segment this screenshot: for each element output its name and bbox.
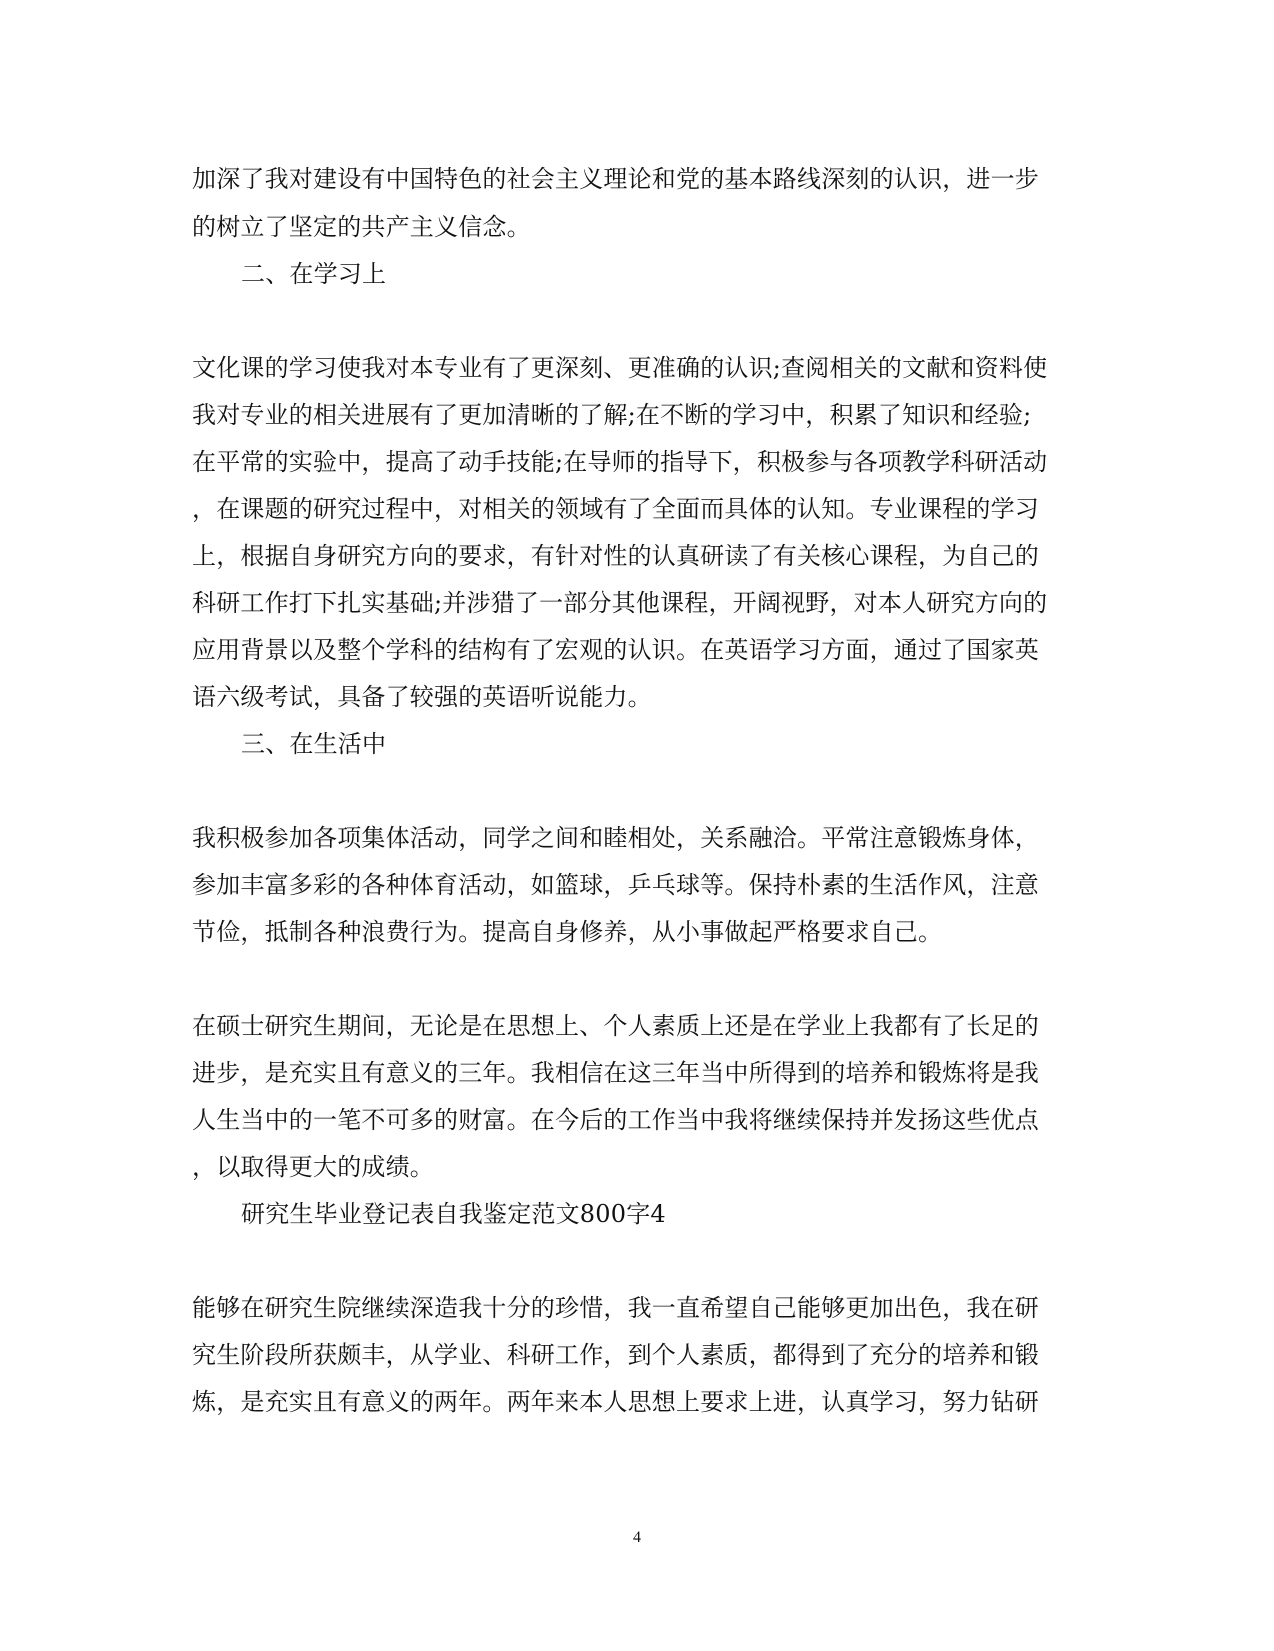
body-text-line: 节俭，抵制各种浪费行为。提高自身修养，从小事做起严格要求自己。 xyxy=(192,918,943,946)
body-text-line: 人生当中的一笔不可多的财富。在今后的工作当中我将继续保持并发扬这些优点 xyxy=(192,1106,1039,1134)
body-text-line: 炼，是充实且有意义的两年。两年来本人思想上要求上进，认真学习，努力钻研 xyxy=(192,1388,1039,1416)
body-text-line: ，以取得更大的成绩。 xyxy=(192,1153,434,1181)
body-text-line: 语六级考试，具备了较强的英语听说能力。 xyxy=(192,683,652,711)
body-text-line: 文化课的学习使我对本专业有了更深刻、更准确的认识;查阅相关的文献和资料使 xyxy=(192,354,1048,382)
body-text-line: ，在课题的研究过程中，对相关的领域有了全面而具体的认知。专业课程的学习 xyxy=(192,495,1039,523)
body-text-line: 应用背景以及整个学科的结构有了宏观的认识。在英语学习方面，通过了国家英 xyxy=(192,636,1039,664)
body-text-line: 加深了我对建设有中国特色的社会主义理论和党的基本路线深刻的认识，进一步 xyxy=(192,165,1039,193)
section-heading-study: 二、在学习上 xyxy=(241,260,387,288)
body-text-line: 科研工作打下扎实基础;并涉猎了一部分其他课程，开阔视野，对本人研究方向的 xyxy=(192,589,1048,617)
body-text-line: 的树立了坚定的共产主义信念。 xyxy=(192,213,531,241)
body-text-line: 参加丰富多彩的各种体育活动，如篮球，乒乓球等。保持朴素的生活作风，注意 xyxy=(192,871,1039,899)
article-title: 研究生毕业登记表自我鉴定范文800字4 xyxy=(241,1200,666,1228)
body-text-line: 能够在研究生院继续深造我十分的珍惜，我一直希望自己能够更加出色，我在研 xyxy=(192,1294,1039,1322)
body-text-line: 我对专业的相关进展有了更加清晰的了解;在不断的学习中，积累了知识和经验; xyxy=(192,401,1032,429)
body-text-line: 我积极参加各项集体活动，同学之间和睦相处，关系融洽。平常注意锻炼身体， xyxy=(192,824,1039,852)
body-text-line: 究生阶段所获颇丰，从学业、科研工作，到个人素质，都得到了充分的培养和锻 xyxy=(192,1341,1039,1369)
page-number: 4 xyxy=(633,1529,641,1546)
body-text-line: 在硕士研究生期间，无论是在思想上、个人素质上还是在学业上我都有了长足的 xyxy=(192,1012,1039,1040)
body-text-line: 在平常的实验中，提高了动手技能;在导师的指导下，积极参与各项教学科研活动 xyxy=(192,448,1048,476)
section-heading-life: 三、在生活中 xyxy=(241,730,387,758)
body-text-line: 进步，是充实且有意义的三年。我相信在这三年当中所得到的培养和锻炼将是我 xyxy=(192,1059,1039,1087)
body-text-line: 上，根据自身研究方向的要求，有针对性的认真研读了有关核心课程，为自己的 xyxy=(192,542,1039,570)
